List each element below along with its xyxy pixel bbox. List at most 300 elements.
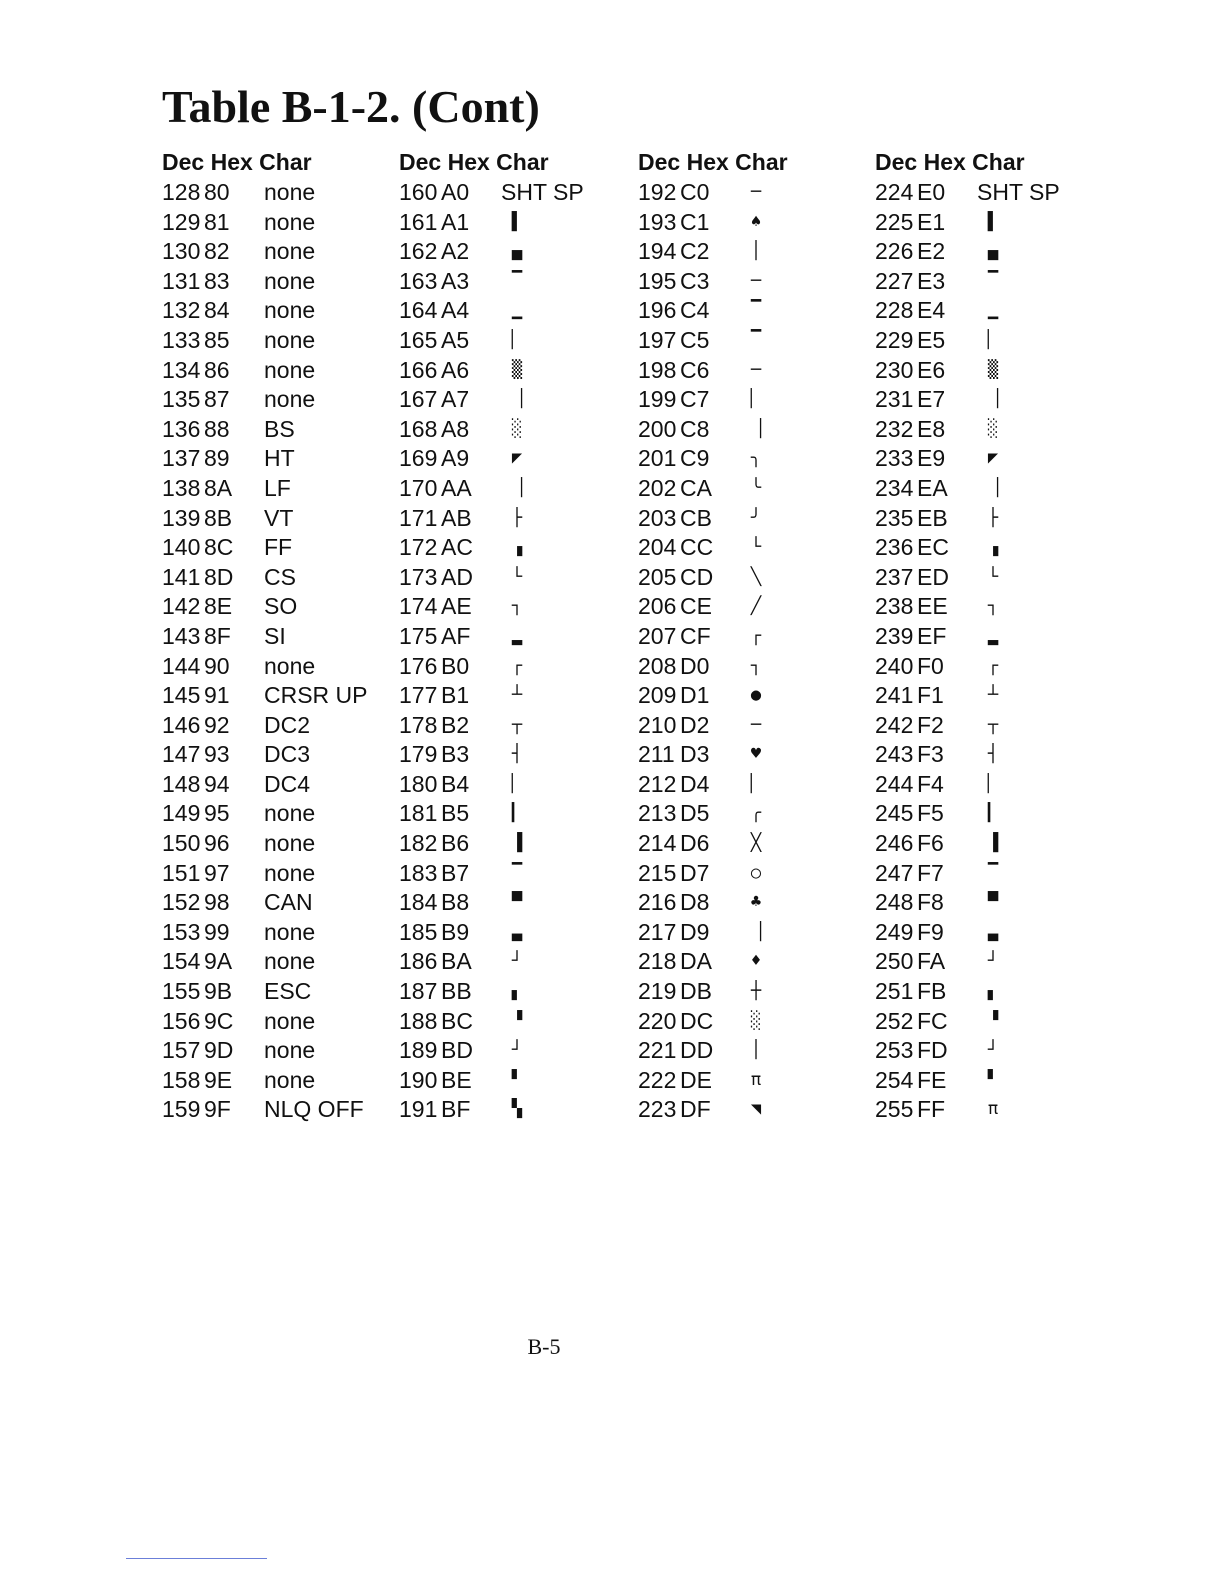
dec-cell: 197 bbox=[638, 326, 677, 353]
hex-cell: B3 bbox=[441, 741, 470, 768]
hex-cell: B5 bbox=[441, 800, 470, 827]
char-cell: ▏ bbox=[511, 773, 523, 794]
hex-cell: E4 bbox=[917, 297, 946, 324]
table-row bbox=[399, 918, 629, 948]
hex-cell: D9 bbox=[680, 918, 710, 945]
dec-cell: 224 bbox=[875, 179, 914, 205]
char-cell: ▁ bbox=[987, 300, 999, 321]
table-row bbox=[875, 296, 1105, 326]
table-row bbox=[162, 740, 392, 770]
dec-cell: 180 bbox=[399, 770, 438, 797]
table-row bbox=[399, 563, 629, 593]
dec-cell: 187 bbox=[399, 978, 438, 1005]
table-row bbox=[638, 504, 868, 534]
hex-cell: B2 bbox=[441, 711, 470, 738]
char-cell: ▕ bbox=[750, 921, 762, 942]
hex-cell: A8 bbox=[441, 415, 470, 442]
dec-cell: 231 bbox=[875, 386, 914, 413]
dec-cell: 171 bbox=[399, 504, 438, 531]
hex-cell: 86 bbox=[204, 356, 230, 383]
char-cell: CAN bbox=[264, 889, 313, 916]
dec-cell: 214 bbox=[638, 830, 677, 857]
hex-cell: 9C bbox=[204, 1007, 234, 1034]
table-row bbox=[875, 356, 1105, 386]
char-cell: ┘ bbox=[511, 951, 523, 972]
table-row bbox=[162, 444, 392, 474]
char-cell: ▒ bbox=[511, 359, 523, 380]
table-row bbox=[875, 888, 1105, 918]
char-cell: none bbox=[264, 1066, 316, 1093]
dec-cell: 207 bbox=[638, 622, 677, 649]
hex-cell: C6 bbox=[680, 356, 710, 383]
table-row bbox=[638, 592, 868, 622]
table-row bbox=[399, 178, 629, 208]
hex-cell: BE bbox=[441, 1066, 472, 1093]
hex-cell: B7 bbox=[441, 859, 470, 886]
hex-cell: 8A bbox=[204, 474, 233, 501]
hex-cell: 93 bbox=[204, 741, 230, 768]
char-cell: ┐ bbox=[511, 596, 523, 617]
dec-cell: 164 bbox=[399, 297, 438, 324]
hex-cell: D0 bbox=[680, 652, 710, 679]
column-header: Dec Hex Char bbox=[162, 149, 312, 175]
hex-cell: A6 bbox=[441, 356, 470, 383]
table-row bbox=[399, 237, 629, 267]
char-cell: none bbox=[264, 326, 316, 353]
table-row bbox=[162, 770, 392, 800]
dec-cell: 237 bbox=[875, 563, 914, 590]
hex-cell: 84 bbox=[204, 297, 230, 324]
char-cell: ▌ bbox=[987, 211, 999, 232]
hex-cell: AD bbox=[441, 563, 473, 590]
hex-cell: F2 bbox=[917, 711, 944, 738]
char-cell: ▀ bbox=[511, 892, 523, 913]
table-row bbox=[875, 622, 1105, 652]
dec-cell: 172 bbox=[399, 534, 438, 561]
dec-cell: 253 bbox=[875, 1037, 914, 1064]
table-column-2 bbox=[399, 146, 629, 1125]
dec-cell: 167 bbox=[399, 386, 438, 413]
dec-cell: 232 bbox=[875, 415, 914, 442]
hex-cell: F5 bbox=[917, 800, 944, 827]
char-cell: none bbox=[264, 830, 316, 857]
char-cell: ▀ bbox=[987, 892, 999, 913]
column-header: Dec Hex Char bbox=[399, 149, 549, 175]
hex-cell: C3 bbox=[680, 267, 710, 294]
table-row bbox=[399, 622, 629, 652]
dec-cell: 169 bbox=[399, 445, 438, 472]
hex-cell: FD bbox=[917, 1037, 948, 1064]
dec-cell: 251 bbox=[875, 978, 914, 1005]
dec-cell: 200 bbox=[638, 415, 677, 442]
hex-cell: CA bbox=[680, 474, 712, 501]
dec-cell: 188 bbox=[399, 1007, 438, 1034]
hex-cell: 80 bbox=[204, 179, 230, 205]
char-cell: none bbox=[264, 918, 316, 945]
dec-cell: 212 bbox=[638, 770, 677, 797]
table-row bbox=[875, 237, 1105, 267]
dec-cell: 215 bbox=[638, 859, 677, 886]
dec-cell: 238 bbox=[875, 593, 914, 620]
char-cell: ▗ bbox=[511, 537, 523, 558]
table-row bbox=[399, 326, 629, 356]
table-row bbox=[638, 267, 868, 297]
dec-cell: 137 bbox=[162, 445, 201, 472]
table-row bbox=[875, 1007, 1105, 1037]
table-row bbox=[875, 652, 1105, 682]
dec-cell: 233 bbox=[875, 445, 914, 472]
dec-cell: 218 bbox=[638, 948, 677, 975]
table-row bbox=[162, 267, 392, 297]
dec-cell: 255 bbox=[875, 1096, 914, 1123]
dec-cell: 170 bbox=[399, 474, 438, 501]
hex-cell: C4 bbox=[680, 297, 710, 324]
char-cell: ▄ bbox=[511, 241, 523, 262]
hex-cell: 9F bbox=[204, 1096, 231, 1123]
hex-cell: E2 bbox=[917, 238, 946, 265]
char-cell: ○ bbox=[750, 862, 762, 883]
char-cell: └ bbox=[987, 566, 999, 587]
char-cell: ╭ bbox=[750, 803, 762, 824]
hex-cell: 92 bbox=[204, 711, 230, 738]
hex-cell: 8F bbox=[204, 622, 231, 649]
table-row bbox=[638, 918, 868, 948]
dec-cell: 252 bbox=[875, 1007, 914, 1034]
dec-cell: 203 bbox=[638, 504, 677, 531]
char-cell: ─ bbox=[750, 359, 762, 380]
dec-cell: 246 bbox=[875, 830, 914, 857]
hex-cell: CD bbox=[680, 563, 714, 590]
char-cell: └ bbox=[750, 537, 762, 558]
table-row bbox=[638, 652, 868, 682]
hex-cell: A2 bbox=[441, 238, 470, 265]
dec-cell: 162 bbox=[399, 238, 438, 265]
dec-cell: 222 bbox=[638, 1066, 677, 1093]
hex-cell: FB bbox=[917, 978, 947, 1005]
page-number: B-5 bbox=[527, 1334, 561, 1359]
dec-cell: 198 bbox=[638, 356, 677, 383]
table-row bbox=[399, 770, 629, 800]
char-cell: ░ bbox=[511, 418, 523, 439]
char-cell: SHT SP bbox=[977, 179, 1060, 205]
dec-cell: 213 bbox=[638, 800, 677, 827]
hex-cell: 94 bbox=[204, 770, 230, 797]
char-cell: ▒ bbox=[987, 359, 999, 380]
char-cell: ┬ bbox=[987, 714, 999, 735]
char-cell: └ bbox=[511, 566, 523, 587]
table-row bbox=[162, 888, 392, 918]
table-row bbox=[638, 326, 868, 356]
table-row bbox=[399, 296, 629, 326]
hex-cell: DD bbox=[680, 1037, 714, 1064]
table-row bbox=[875, 711, 1105, 741]
table-row bbox=[638, 977, 868, 1007]
table-row bbox=[875, 740, 1105, 770]
dec-cell: 254 bbox=[875, 1066, 914, 1093]
dec-cell: 155 bbox=[162, 978, 201, 1005]
char-cell: ├ bbox=[511, 507, 523, 528]
dec-cell: 149 bbox=[162, 800, 201, 827]
dec-cell: 243 bbox=[875, 741, 914, 768]
table-row bbox=[638, 237, 868, 267]
dec-cell: 143 bbox=[162, 622, 201, 649]
char-cell: ╯ bbox=[750, 507, 762, 528]
char-cell: FF bbox=[264, 534, 293, 561]
char-cell: ▕ bbox=[750, 418, 762, 439]
hex-cell: B9 bbox=[441, 918, 470, 945]
char-cell: ▗ bbox=[987, 537, 999, 558]
hex-cell: 8C bbox=[204, 534, 234, 561]
char-cell: LF bbox=[264, 474, 291, 501]
hex-cell: 99 bbox=[204, 918, 230, 945]
table-row bbox=[162, 563, 392, 593]
dec-cell: 193 bbox=[638, 208, 677, 235]
hex-cell: A7 bbox=[441, 386, 470, 413]
dec-cell: 146 bbox=[162, 711, 201, 738]
char-cell: ┼ bbox=[750, 981, 762, 1002]
char-cell: NLQ OFF bbox=[264, 1096, 364, 1123]
table-row bbox=[399, 444, 629, 474]
dec-cell: 248 bbox=[875, 889, 914, 916]
dec-cell: 151 bbox=[162, 859, 201, 886]
char-cell: ░ bbox=[987, 418, 999, 439]
char-cell: ┘ bbox=[987, 951, 999, 972]
dec-cell: 144 bbox=[162, 652, 201, 679]
hex-cell: AF bbox=[441, 622, 471, 649]
char-cell: ▔ bbox=[511, 270, 523, 291]
hex-cell: C0 bbox=[680, 179, 710, 205]
hex-cell: C8 bbox=[680, 415, 710, 442]
dec-cell: 140 bbox=[162, 534, 201, 561]
hex-cell: 9E bbox=[204, 1066, 233, 1093]
hex-cell: 97 bbox=[204, 859, 230, 886]
char-cell: ESC bbox=[264, 978, 312, 1005]
hex-cell: 82 bbox=[204, 238, 230, 265]
table-row bbox=[875, 267, 1105, 297]
dec-cell: 160 bbox=[399, 179, 438, 205]
dec-cell: 156 bbox=[162, 1007, 201, 1034]
table-column-3 bbox=[638, 146, 868, 1125]
char-cell: ▖ bbox=[987, 981, 999, 1002]
char-cell: HT bbox=[264, 445, 295, 472]
dec-cell: 230 bbox=[875, 356, 914, 383]
char-cell: ▎ bbox=[987, 803, 999, 824]
char-cell: ▏ bbox=[750, 389, 762, 410]
char-cell: ┴ bbox=[511, 685, 523, 706]
table-row bbox=[638, 178, 868, 208]
table-row bbox=[162, 1007, 392, 1037]
table-row bbox=[399, 504, 629, 534]
char-cell: ▕ bbox=[987, 477, 999, 498]
hex-cell: EF bbox=[917, 622, 947, 649]
hex-cell: E9 bbox=[917, 445, 946, 472]
table-row bbox=[875, 1095, 1105, 1125]
table-row bbox=[399, 208, 629, 238]
dec-cell: 134 bbox=[162, 356, 201, 383]
column-header: Dec Hex Char bbox=[875, 149, 1025, 175]
table-row bbox=[875, 178, 1105, 208]
hex-cell: BB bbox=[441, 978, 472, 1005]
dec-cell: 177 bbox=[399, 682, 438, 709]
hex-cell: 8B bbox=[204, 504, 233, 531]
table-row bbox=[638, 1036, 868, 1066]
dec-cell: 204 bbox=[638, 534, 677, 561]
char-cell: ┌ bbox=[750, 625, 762, 646]
hex-cell: D5 bbox=[680, 800, 710, 827]
hex-cell: AC bbox=[441, 534, 473, 561]
hex-cell: FC bbox=[917, 1007, 948, 1034]
table-row bbox=[162, 1066, 392, 1096]
char-cell: ▔ bbox=[511, 862, 523, 883]
hex-cell: AB bbox=[441, 504, 472, 531]
table-row bbox=[875, 799, 1105, 829]
char-cell: none bbox=[264, 386, 316, 413]
table-row bbox=[638, 208, 868, 238]
table-row bbox=[162, 711, 392, 741]
table-row bbox=[875, 326, 1105, 356]
hex-cell: DC bbox=[680, 1007, 714, 1034]
dec-cell: 210 bbox=[638, 711, 677, 738]
table-row bbox=[638, 740, 868, 770]
table-row bbox=[875, 829, 1105, 859]
table-row bbox=[875, 859, 1105, 889]
dec-cell: 209 bbox=[638, 682, 677, 709]
char-cell: ─ bbox=[750, 182, 762, 202]
dec-cell: 132 bbox=[162, 297, 201, 324]
hex-cell: BA bbox=[441, 948, 472, 975]
char-cell: ▌ bbox=[511, 211, 523, 232]
char-cell: none bbox=[264, 356, 316, 383]
table-row bbox=[162, 356, 392, 386]
char-cell: ▖ bbox=[511, 981, 523, 1002]
char-cell: none bbox=[264, 652, 316, 679]
table-row bbox=[638, 296, 868, 326]
hex-cell: 9B bbox=[204, 978, 233, 1005]
table-row bbox=[162, 918, 392, 948]
dec-cell: 236 bbox=[875, 534, 914, 561]
table-row bbox=[875, 1066, 1105, 1096]
dec-cell: 176 bbox=[399, 652, 438, 679]
dec-cell: 158 bbox=[162, 1066, 201, 1093]
char-cell: ├ bbox=[987, 507, 999, 528]
char-cell: none bbox=[264, 208, 316, 235]
char-cell: ▕ bbox=[511, 389, 523, 410]
hex-cell: BC bbox=[441, 1007, 473, 1034]
char-cell: ▘ bbox=[511, 1069, 523, 1090]
char-cell: ░ bbox=[750, 1010, 762, 1031]
hex-cell: A0 bbox=[441, 179, 470, 205]
char-cell: ◤ bbox=[511, 448, 523, 469]
dec-cell: 205 bbox=[638, 563, 677, 590]
dec-cell: 219 bbox=[638, 978, 677, 1005]
dec-cell: 239 bbox=[875, 622, 914, 649]
table-column-4 bbox=[875, 146, 1105, 1125]
dec-cell: 249 bbox=[875, 918, 914, 945]
dec-cell: 194 bbox=[638, 238, 677, 265]
table-row bbox=[162, 208, 392, 238]
table-row bbox=[638, 859, 868, 889]
footnote-rule bbox=[126, 1558, 267, 1559]
hex-cell: CE bbox=[680, 593, 712, 620]
hex-cell: E0 bbox=[917, 179, 946, 205]
dec-cell: 225 bbox=[875, 208, 914, 235]
hex-cell: AE bbox=[441, 593, 472, 620]
dec-cell: 148 bbox=[162, 770, 201, 797]
table-row bbox=[638, 711, 868, 741]
char-cell: ╮ bbox=[750, 448, 762, 469]
char-cell: ┌ bbox=[987, 655, 999, 676]
hex-cell: ED bbox=[917, 563, 949, 590]
dec-cell: 201 bbox=[638, 445, 677, 472]
char-cell: ▔ bbox=[987, 862, 999, 883]
table-row bbox=[399, 592, 629, 622]
table-row bbox=[638, 947, 868, 977]
hex-cell: 81 bbox=[204, 208, 230, 235]
hex-cell: C7 bbox=[680, 386, 710, 413]
dec-cell: 133 bbox=[162, 326, 201, 353]
table-row bbox=[162, 237, 392, 267]
hex-cell: A3 bbox=[441, 267, 470, 294]
table-row bbox=[162, 178, 392, 208]
dec-cell: 145 bbox=[162, 682, 201, 709]
dec-cell: 184 bbox=[399, 889, 438, 916]
hex-cell: EB bbox=[917, 504, 948, 531]
table-row bbox=[162, 415, 392, 445]
dec-cell: 142 bbox=[162, 593, 201, 620]
hex-cell: A9 bbox=[441, 445, 470, 472]
hex-cell: 95 bbox=[204, 800, 230, 827]
dec-cell: 131 bbox=[162, 267, 201, 294]
table-row bbox=[875, 385, 1105, 415]
dec-cell: 129 bbox=[162, 208, 201, 235]
dec-cell: 154 bbox=[162, 948, 201, 975]
hex-cell: 8D bbox=[204, 563, 234, 590]
dec-cell: 195 bbox=[638, 267, 677, 294]
hex-cell: F3 bbox=[917, 741, 944, 768]
char-cell: ♠ bbox=[750, 211, 762, 232]
char-cell: none bbox=[264, 1037, 316, 1064]
char-cell: DC2 bbox=[264, 711, 311, 738]
char-cell: ▐ bbox=[987, 833, 999, 854]
table-row bbox=[399, 1007, 629, 1037]
dec-cell: 247 bbox=[875, 859, 914, 886]
hex-cell: D1 bbox=[680, 682, 710, 709]
hex-cell: B4 bbox=[441, 770, 470, 797]
dec-cell: 228 bbox=[875, 297, 914, 324]
char-cell: π bbox=[750, 1069, 762, 1090]
dec-cell: 240 bbox=[875, 652, 914, 679]
table-row bbox=[875, 208, 1105, 238]
hex-cell: FF bbox=[917, 1096, 946, 1123]
table-row bbox=[638, 474, 868, 504]
table-row bbox=[638, 770, 868, 800]
table-row bbox=[638, 415, 868, 445]
hex-cell: D3 bbox=[680, 741, 710, 768]
hex-cell: C5 bbox=[680, 326, 710, 353]
dec-cell: 216 bbox=[638, 889, 677, 916]
char-cell: DC3 bbox=[264, 741, 311, 768]
table-row bbox=[162, 859, 392, 889]
char-cell: ┘ bbox=[987, 1040, 999, 1061]
dec-cell: 141 bbox=[162, 563, 201, 590]
table-row bbox=[399, 474, 629, 504]
char-cell: none bbox=[264, 948, 316, 975]
table-row bbox=[875, 533, 1105, 563]
char-cell: ▔ bbox=[750, 300, 762, 321]
hex-cell: F4 bbox=[917, 770, 944, 797]
dec-cell: 175 bbox=[399, 622, 438, 649]
char-cell: ▁ bbox=[511, 300, 523, 321]
